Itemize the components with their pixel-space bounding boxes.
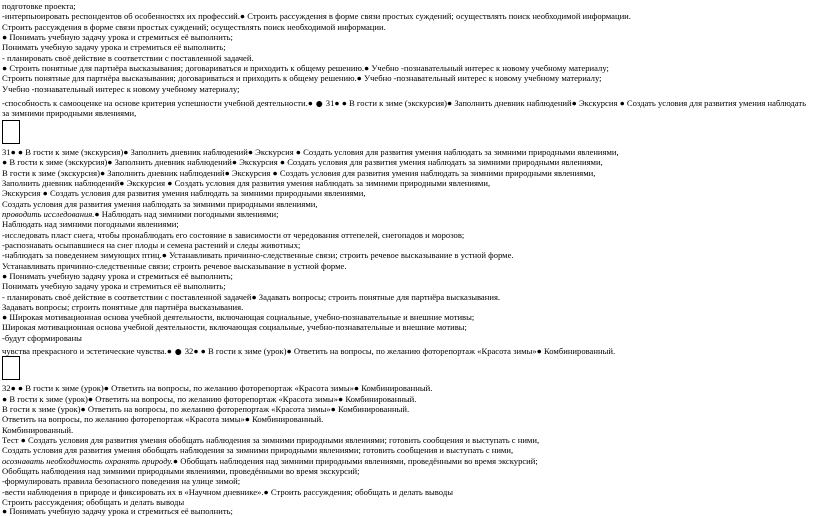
- text-line: Строить понятные для партнёра высказывания; договариваться и приходить к общему решению.● Учебно -познавательный интерес к новому учебному материалу;: [2, 73, 602, 83]
- italic-text: осознавать необходимость охранять природу.: [2, 456, 173, 466]
- text-line: Ответить на вопросы, по желанию фоторепортаж «Красота зимы»● Комбинированный.: [2, 414, 324, 424]
- text-line: Понимать учебную задачу урока и стремиться её выполнить;: [2, 281, 226, 291]
- text-line: ● Понимать учебную задачу урока и стремиться её выполнить;: [2, 271, 233, 281]
- text-line: Тест ● Создать условия для развития умения обобщать наблюдения за зимними природными явлениями; готовить сообщения и выступать с ними,: [2, 435, 540, 445]
- text-line: Понимать учебную задачу урока и стремиться её выполнить;: [2, 42, 226, 52]
- text-line: ● В гости к зиме (экскурсия)● Заполнить дневник наблюдений● Экскурсия ● Создать условия для развития умения наблюдать за зимними природными явлениями,: [2, 157, 603, 167]
- text-line: [2, 456, 814, 466]
- line-prefix: -способность к самооценке на основе критерия успешности учебной деятельности.: [2, 98, 308, 108]
- text-line: -исследовать пласт снега, чтобы пронаблюдать его состояние в зависимости от чередования оттепелей, снегопадов и морозов;: [2, 230, 465, 240]
- text-line: В гости к зиме (экскурсия)● Заполнить дневник наблюдений● Экскурсия ● Создать условия для развития умения наблюдать за зимними природными явлениями,: [2, 168, 596, 178]
- text-line: Устанавливать причинно-следственные связи; строить речевое высказывание в устной форме.: [2, 261, 347, 271]
- text-line: 32● ● В гости к зиме (урок)● Ответить на вопросы, по желанию фоторепортаж «Красота зимы»● Комбинированный.: [2, 383, 433, 393]
- line-rest: ● Наблюдать над зимними погодными явлениями;: [94, 209, 279, 219]
- text-line: Создать условия для развития умения наблюдать за зимними природными явлениями,: [2, 199, 318, 209]
- line-rest: 32● ● В гости к зиме (урок)● Ответить на вопросы, по желанию фоторепортаж «Красота зимы»● Комбинированный.: [182, 346, 616, 356]
- text-line: - планировать своё действие в соответствии с поставленной задачей● Задавать вопросы; строить понятные для партнёра высказывания.: [2, 292, 501, 302]
- bullet-dot: ●: [307, 98, 313, 108]
- text-line: [2, 209, 814, 219]
- text-line: Обобщать наблюдения над зимними природными явлениями, проведёнными во время экскурсий;: [2, 466, 360, 476]
- text-line: -будут сформированы: [2, 333, 82, 343]
- text-line: -формулировать правила безопасного поведения на улице зимой;: [2, 476, 241, 486]
- empty-table-cell: [2, 120, 20, 144]
- text-line: Комбинированный.: [2, 425, 74, 435]
- text-line: Широкая мотивационная основа учебной деятельности, включающая социальные, учебно-познавательные и внешние мотивы;: [2, 322, 467, 332]
- text-line: ● Строить понятные для партнёра высказывания; договариваться и приходить к общему решению.● Учебно -познавательный интерес к новому учебному материалу;: [2, 63, 609, 73]
- text-line: -интерпьюировать респондентов об особенностях их профессий.● Строить рассуждения в форме связи простых суждений; осуществлять поиск необходимой информации.: [2, 11, 631, 21]
- text-line: Строить рассуждения; обобщать и делать выводы: [2, 497, 185, 507]
- text-line: -вести наблюдения в природе и фиксировать их в «Научном дневнике».● Строить рассуждения; обобщать и делать выводы: [2, 487, 453, 497]
- text-line: -распознавать осыпавшиеся на снег плоды и семена растений и следы животных;: [2, 240, 301, 250]
- text-line: В гости к зиме (урок)● Ответить на вопросы, по желанию фоторепортаж «Красота зимы»● Комбинированный.: [2, 404, 410, 414]
- bullet-dot-large: ●: [315, 97, 324, 112]
- bullet-dot: ●: [166, 346, 172, 356]
- bullet-dot-large: ●: [174, 346, 183, 356]
- italic-text: проводить исследования.: [2, 209, 95, 219]
- text-line: ● Понимать учебную задачу урока и стремиться её выполнить;: [2, 32, 233, 42]
- text-line: [2, 346, 814, 356]
- text-line: подготовке проекта;: [2, 1, 76, 11]
- text-line: Экскурсия ● Создать условия для развития умения наблюдать за зимними природными явлениями,: [2, 188, 366, 198]
- text-line: Задавать вопросы; строить понятные для партнёра высказывания.: [2, 302, 244, 312]
- text-line-wrapped: [2, 98, 808, 118]
- text-line: -наблюдать за поведением зимующих птиц.● Устанавливать причинно-следственные связи; строить речевое высказывание в устной форме.: [2, 250, 514, 260]
- text-line: 31● ● В гости к зиме (экскурсия)● Заполнить дневник наблюдений● Экскурсия ● Создать условия для развития умения наблюдать за зимними природными явлениями,: [2, 147, 619, 157]
- empty-table-cell: [2, 356, 20, 380]
- text-line: ● Понимать учебную задачу урока и стремиться её выполнить;: [2, 506, 233, 516]
- text-line: Создать условия для развития умения обобщать наблюдения за зимними природными явлениями; готовить сообщения и выступать с ними,: [2, 445, 514, 455]
- text-line: Наблюдать над зимними погодными явлениями;: [2, 219, 179, 229]
- text-line: Учебно -познавательный интерес к новому учебному материалу;: [2, 84, 240, 94]
- text-line: Заполнить дневник наблюдений● Экскурсия ● Создать условия для развития умения наблюдать за зимними природными явлениями,: [2, 178, 491, 188]
- text-line: ● Широкая мотивационная основа учебной деятельности, включающая социальные, учебно-познавательные и внешние мотивы;: [2, 312, 475, 322]
- text-line: ● В гости к зиме (урок)● Ответить на вопросы, по желанию фоторепортаж «Красота зимы»● Комбинированный.: [2, 394, 417, 404]
- text-line: - планировать своё действие в соответствии с поставленной задачей.: [2, 53, 254, 63]
- line-rest: 31● ● В гости к зиме (экскурсия)● Заполнить дневник наблюдений● Экскурсия ● Создать условия для развития умения наблюдать за зимними природными явлениями,: [2, 98, 807, 118]
- line-prefix: чувства прекрасного и эстетические чувства.: [2, 346, 167, 356]
- text-line: Строить рассуждения в форме связи простых суждений; осуществлять поиск необходимой информации.: [2, 22, 386, 32]
- line-rest: ● Обобщать наблюдения над зимними природными явлениями, проведёнными во время экскурсий;: [172, 456, 538, 466]
